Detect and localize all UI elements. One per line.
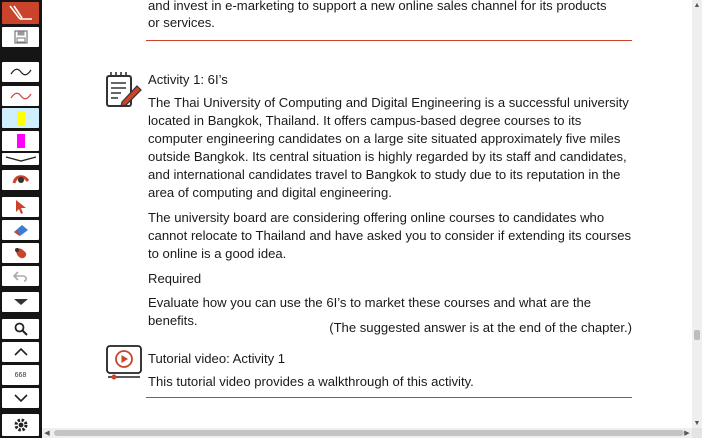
vertical-scrollbar[interactable] <box>692 0 702 428</box>
section-divider-bottom <box>146 397 632 398</box>
video-title: Tutorial video: Activity 1 <box>148 351 286 366</box>
highlighter-yellow-icon[interactable] <box>2 108 39 128</box>
page-number-value: 668 <box>14 371 27 379</box>
settings-gear-icon[interactable] <box>2 414 39 436</box>
activity-paragraph-2: The university board are considering offering online courses to candidates who cannot relocate to Thailand and have asked you to consider if extending its courses to online is a good idea. <box>148 210 632 261</box>
video-description: This tutorial video provides a walkthrough of this activity. <box>148 374 474 389</box>
scroll-left-arrow-icon[interactable]: ◀ <box>44 430 50 437</box>
line-width-icon[interactable] <box>2 153 39 165</box>
save-icon[interactable] <box>2 27 39 47</box>
document-page <box>42 0 692 428</box>
annotation-toolbar <box>0 0 42 438</box>
scrollbar-corner <box>692 428 702 438</box>
section-divider <box>146 40 632 41</box>
vertical-scroll-thumb[interactable] <box>694 330 700 340</box>
pen-black-icon[interactable] <box>2 62 39 82</box>
scroll-down-arrow-icon[interactable]: ▼ <box>693 419 701 427</box>
horizontal-scrollbar[interactable] <box>42 428 692 438</box>
finger-draw-icon[interactable] <box>2 170 39 190</box>
undo-icon[interactable] <box>2 266 39 286</box>
notepad-pencil-icon <box>104 72 142 115</box>
activity-title: Activity 1: 6I’s <box>148 72 228 87</box>
activity-paragraph-1: The Thai University of Computing and Digital Engineering is a successful university located in Bangkok, Thailand. It offers campus-based degree courses to its computer engineering candidates on a large site situated approximately five miles outside Bangkok. Its central situation is highly regarded by its staff and candidates, and international candidates travel to Bangkok to study due to its reputation in the area of computing and digital engineering. <box>148 95 629 200</box>
scroll-up-arrow-icon[interactable]: ▲ <box>693 1 701 9</box>
dropdown-chevron-icon[interactable] <box>2 292 39 312</box>
page-up-chevron-icon[interactable] <box>2 342 39 362</box>
horizontal-scroll-thumb[interactable] <box>54 430 684 436</box>
pen-red-icon[interactable] <box>2 86 39 106</box>
page-number-field[interactable] <box>2 365 39 385</box>
select-pointer-icon[interactable] <box>2 197 39 217</box>
required-heading: Required <box>148 271 202 286</box>
page-down-chevron-icon[interactable] <box>2 388 39 408</box>
scroll-right-arrow-icon[interactable]: ▶ <box>684 430 690 437</box>
hand-pan-icon[interactable] <box>2 243 39 263</box>
app-logo-pen-icon[interactable] <box>2 2 39 24</box>
previous-section-line-1: and invest in e-marketing to support a new online sales channel for its products <box>148 0 607 13</box>
play-video-icon[interactable] <box>106 345 142 386</box>
previous-section-line-2: or services. <box>148 15 215 30</box>
search-zoom-icon[interactable] <box>2 319 39 339</box>
suggested-answer-note: (The suggested answer is at the end of the chapter.) <box>329 320 632 335</box>
required-text: Evaluate how you can use the 6I’s to market these courses and what are the benefits. <box>148 295 592 328</box>
eraser-icon[interactable] <box>2 220 39 240</box>
highlighter-magenta-icon[interactable] <box>2 131 39 151</box>
